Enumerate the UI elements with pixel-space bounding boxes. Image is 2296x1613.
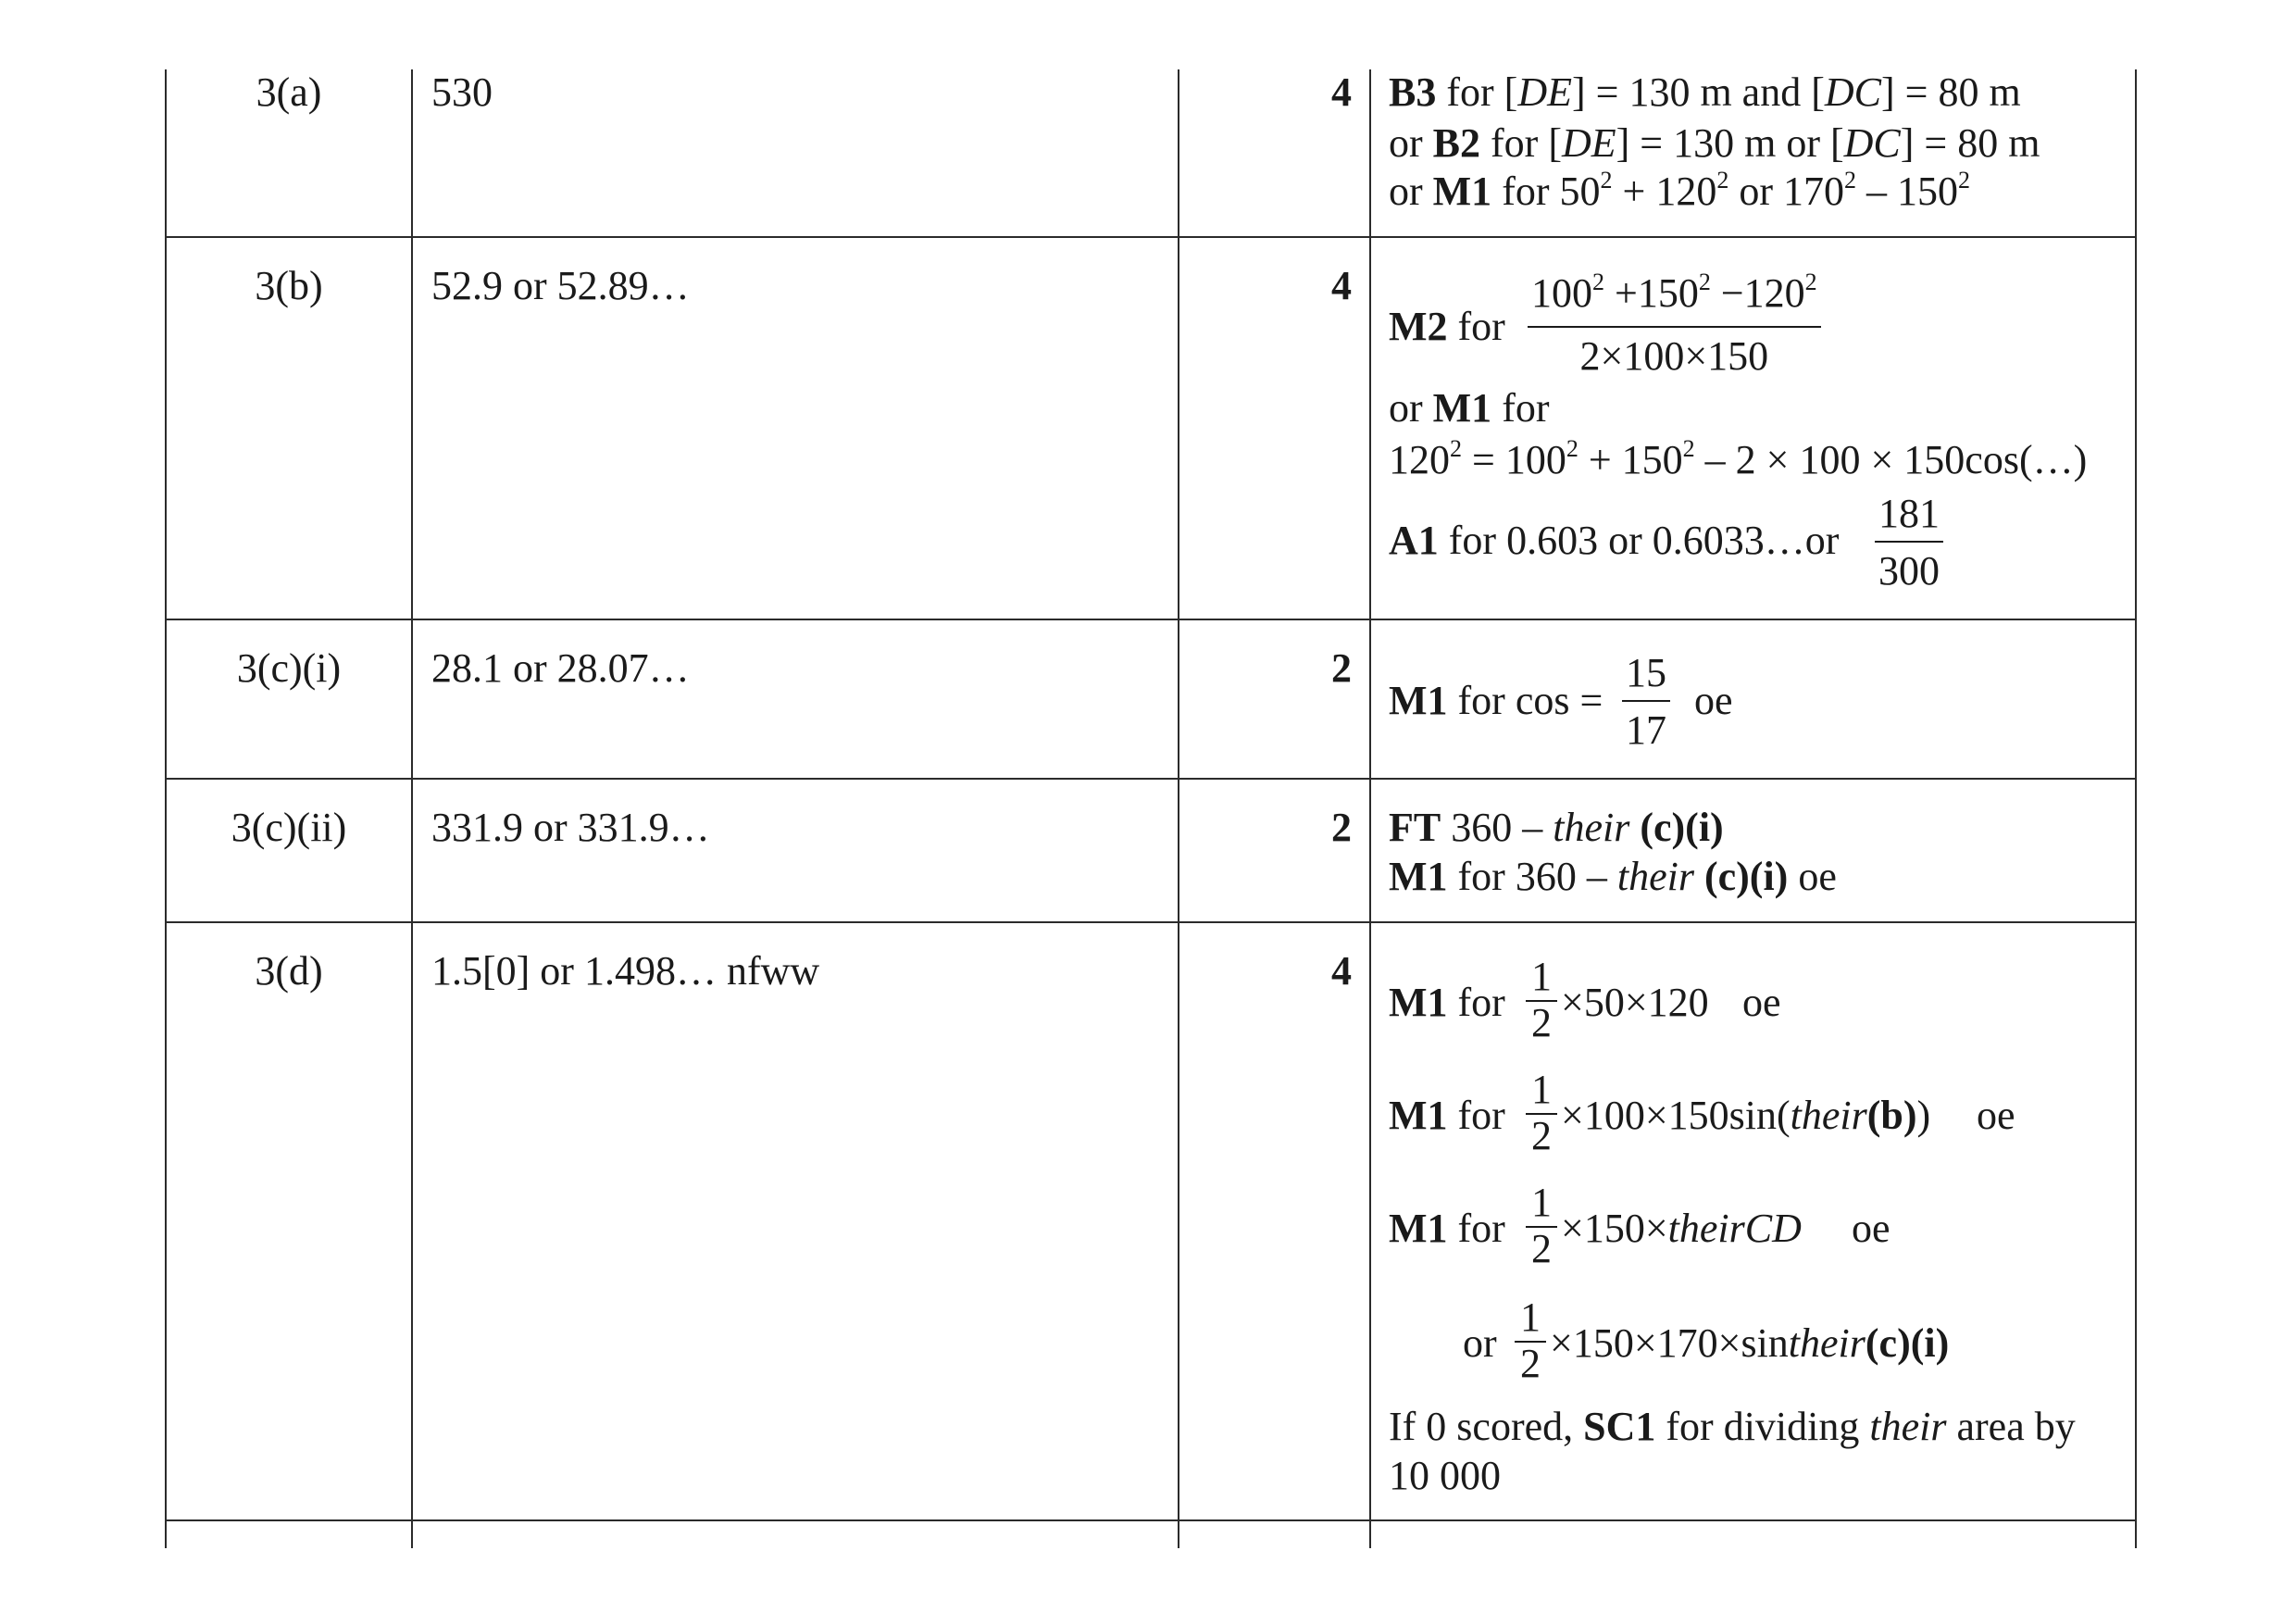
question-part: 3(a) [256,69,322,115]
marks: 2 [1331,645,1352,691]
mark-code: M2 [1389,304,1448,349]
table-border-right [2135,69,2137,1548]
row-divider [165,921,2137,923]
row-divider [165,619,2137,620]
guidance-line: M1 for [1389,1093,1505,1138]
marks: 4 [1331,69,1352,115]
marks: 4 [1331,263,1352,308]
guidance-expression: ×100×150sin(their(b)) [1561,1093,1931,1138]
marks: 4 [1331,948,1352,994]
answer: 1.5[0] or 1.498… nfww [431,948,820,994]
mark-code: M1 [1432,169,1492,214]
answer: 530 [431,69,493,115]
guidance-line: or M1 for [1389,385,1550,431]
guidance-line: A1 for 0.603 or 0.6033…or [1389,518,1840,563]
guidance-line: M2 for [1389,304,1505,349]
fraction-one-half: $\frac{1}{2}$ [1526,1185,1557,1267]
answer: 331.9 or 331.9… [431,805,710,850]
guidance-line: M1 for [1389,1206,1505,1251]
fraction-181-300: $\frac{181}{300}$ [1875,491,1943,594]
question-part: 3(c)(ii) [231,805,347,850]
mark-code: FT [1389,805,1441,850]
oe-label: oe [1977,1093,2015,1138]
table-divider-answer-marks [1178,69,1179,1548]
fraction-one-half: $\frac{1}{2}$ [1526,959,1557,1041]
mark-code: M1 [1432,385,1492,431]
guidance-line: or M1 for $50^2 + 120^2$ or $170^2 - 150^2$ [1389,167,1970,214]
mark-code: B3 [1389,69,1437,115]
cosine-rule-fraction: $\frac{100^2 +150^2 -120^2}{2\times 100\times 150}$ [1528,270,1821,380]
fraction-15-17: $\frac{15}{17}$ [1622,650,1670,754]
row-divider [165,778,2137,780]
oe-label: oe [1742,980,1781,1025]
guidance-line: FT 360 – their (c)(i) [1389,805,1724,850]
guidance-line: $120^2 = 100^2 + 150^2 - 2 \times 100$ × 150cos(…) [1389,435,2088,482]
guidance-line: M1 for 360 – their (c)(i) oe [1389,854,1837,899]
fraction-one-half: $\frac{1}{2}$ [1515,1300,1546,1382]
question-part: 3(c)(i) [236,645,342,691]
oe-label: oe [1852,1206,1890,1251]
row-divider [165,1519,2137,1521]
guidance-or: or [1463,1320,1497,1366]
guidance-line: B3 for [DE] = 130 m and [DC] = 80 m [1389,69,2021,115]
mark-code: M1 [1389,678,1448,723]
guidance-line: M1 for cos = [1389,678,1603,723]
question-part: 3(b) [255,263,323,308]
mark-code: B2 [1432,120,1481,166]
answer: 28.1 or 28.07… [431,645,690,691]
mark-code: M1 [1389,854,1448,899]
guidance-expression: ×150×170×sintheir(c)(i) [1550,1320,1950,1366]
oe-label: oe [1694,678,1733,723]
answer: 52.9 or 52.89… [431,263,690,308]
guidance-expression: ×50×120 [1561,980,1709,1025]
marks: 2 [1331,805,1352,850]
guidance-line: M1 for [1389,980,1505,1025]
mark-code: A1 [1389,518,1439,563]
table-divider-marks-guidance [1369,69,1371,1548]
fraction-one-half: $\frac{1}{2}$ [1526,1072,1557,1154]
mark-code: M1 [1389,980,1448,1025]
table-divider-part-answer [411,69,413,1548]
guidance-expression: ×150×theirCD [1561,1206,1802,1251]
guidance-line: If 0 scored, SC1 for dividing their area by [1389,1404,2076,1449]
question-part: 3(d) [255,948,323,994]
mark-code: M1 [1389,1093,1448,1138]
row-divider [165,236,2137,238]
mark-code: M1 [1389,1206,1448,1251]
mark-code: SC1 [1583,1404,1656,1449]
guidance-line: 10 000 [1389,1453,1501,1498]
guidance-line: or B2 for [DE] = 130 m or [DC] = 80 m [1389,120,2040,166]
